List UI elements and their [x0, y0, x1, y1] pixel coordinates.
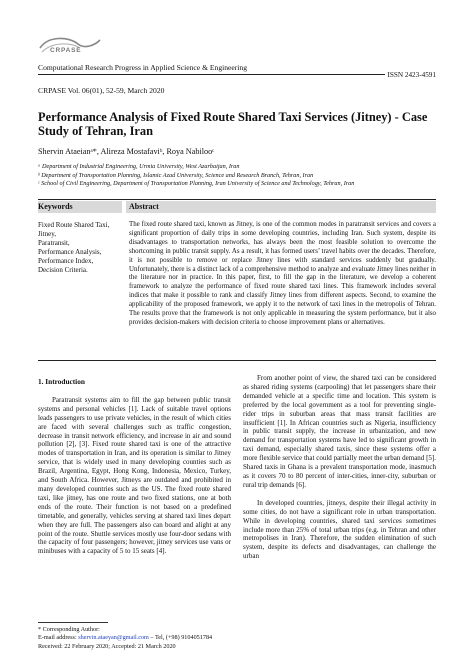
journal-logo-icon [38, 34, 102, 58]
body-paragraph: From another point of view, the shared taxi can be considered as shared riding systems (carpooling) that let passengers share their demanded vehicle at a specific time and location. This system is preferred by the local government as a tool for preventing single-rider trips in suburban areas that mass transit facilities are insufficient [1]. In African countries such as Nigeria, insufficiency in public transit supply, the increase in urbanization, and new demand for transportation systems have led to significant growth in taxi demand, especially shared taxis, since these systems offer a more flexible service that could partially meet the urban demand [5]. Shared taxis in Ghana is a prevalent transportation mode, inasmuch as it covers 70 to 80 percent of inter-cities, inner-city, suburban or rural trip demands [6]. [243, 374, 436, 489]
right-column [243, 374, 436, 561]
abstract-text: The fixed route shared taxi, known as Jitney, is one of the common modes in paratransit services and covers a significant proportion of daily trips in some developing countries, including Iran. Such system, despite its disadvantages to transportation networks, has always been the most feasible solution to overcome the shortcoming in public transit supply. As a result, it has formed users’ travel habits over the decades. Therefore, it is not possible to remove or replace Jitney lines with standard services suddenly but gradually. Unfortunately, there is a distinct lack of a comprehensive method to analyze and evaluate Jitney lines neither in the literature nor in practice. In this paper, first, to fill the gap in the literature, we develop a coherent framework to analyze the performance of fixed route shared taxi lines. This framework includes several indices that make it possible to rank and classify Jitney lines from different aspects. Second, to examine the applicability of the proposed framework, we apply it to the network of taxi lines in the metropolis of Tehran. The results prove that the framework is not only applicable in measuring the system performance, but it also provides decision-makers with decision criteria to choose improvement plans or alternatives. [129, 221, 436, 326]
received-accepted-dates: Received: 22 February 2020; Accepted: 21 March 2020 [38, 642, 176, 650]
body-paragraph: In developed countries, jitneys, despite their illegal activity in some cities, do not have a significant role in urban transportation. While in developing countries, shared taxi services sometimes include more than 25% of total urban trips (e.g. in Tehran and other metropolises in Iran). Therefore, the sudden elimination of such system, despite its defects and disadvantages, can challenge the urban [243, 498, 436, 561]
corresponding-author: * Corresponding Author: [38, 626, 100, 633]
article-title: Performance Analysis of Fixed Route Shared Taxi Services (Jitney) - Case Study of Tehran, Iran [38, 110, 428, 138]
left-column [38, 374, 231, 556]
keyword-item: Performance Analysis, [38, 248, 102, 256]
box-top-rule [38, 199, 436, 200]
keywords-abstract-box [38, 199, 436, 360]
footnote-divider [38, 622, 108, 623]
abstract-heading: Abstract [126, 201, 436, 213]
keyword-list [38, 221, 109, 275]
issn: ISSN 2423-4591 [387, 71, 436, 79]
volume-info: CRPASE Vol. 06(01), 52-59, March 2020 [38, 86, 165, 95]
keyword-item: Performance Index, [38, 257, 94, 265]
journal-name: Computational Research Progress in Applied Science & Engineering [38, 63, 247, 72]
footnotes [38, 626, 212, 651]
section-heading: 1. Introduction [38, 377, 85, 386]
telephone: – Tel, (+98) 9104051784 [148, 634, 213, 642]
affiliations [38, 163, 354, 189]
contact-line [38, 634, 212, 642]
affiliation-c: ᶜ School of Civil Engineering, Department of Transportation Planning, Iran University of Science and Technology, Tehran, Iran [38, 180, 355, 188]
affiliation-a: ᵃ Department of Industrial Engineering, Urmia University, West Azarbaijan, Iran [38, 163, 240, 170]
header-divider [38, 74, 436, 75]
keyword-item: Jitney, [38, 230, 57, 238]
keywords-heading: Keywords [38, 201, 122, 213]
affiliation-b: ᵇ Department of Transportation Planning, Islamic Azad University, Science and Research Branch, Tehran, Iran [38, 171, 314, 179]
body-paragraph: Paratransit systems aim to fill the gap between public transit systems and personal vehicles [1]. Lack of suitable travel options leads passengers to use private vehicles, in the result of which cities are faced with several challenges such as traffic congestion, decrease in transit network efficiency, and increase in air and sound pollution [2], [3]. Fixed route shared taxi is one of the attractive modes of transportation in Iran, and its operation is similar to Jitney service, that is widely used in many developing counties such as Brazil, Argentina, Egypt, Hong Kong, Indonesia, Mexico, Turkey, and South Africa. However, Jitneys are outdated and prohibited in many developed countries such as the US. The fixed route shared taxi, like jitney, has one route and two fixed stations, one at both ends of the route. Their function is not based on a predefined timetable, and generally, vehicles serving at shared taxi lines depart when they are full. The passengers also can board and alight at any point of the route. Shuttle services mostly use four-door sedans with the capacity of four passengers; however, jitney services use vans or minibuses with a capacity of 5 to 15 seats [4]. [38, 395, 231, 556]
box-bottom-rule [38, 360, 436, 361]
keyword-item: Fixed Route Shared Taxi, [38, 221, 110, 229]
email-label: E-mail address: [38, 634, 79, 642]
keyword-item: Decision Criteria. [38, 266, 88, 274]
keyword-item: Paratransit, [38, 239, 70, 247]
logo-text: CRPASE [50, 47, 82, 54]
author-list: Shervin Ataeianᵃ*, Alireza Mostafaviᵇ, Roya Nabilooᶜ [38, 147, 215, 156]
email-link[interactable]: shervin.ataeyan@gmail.com [78, 634, 149, 642]
